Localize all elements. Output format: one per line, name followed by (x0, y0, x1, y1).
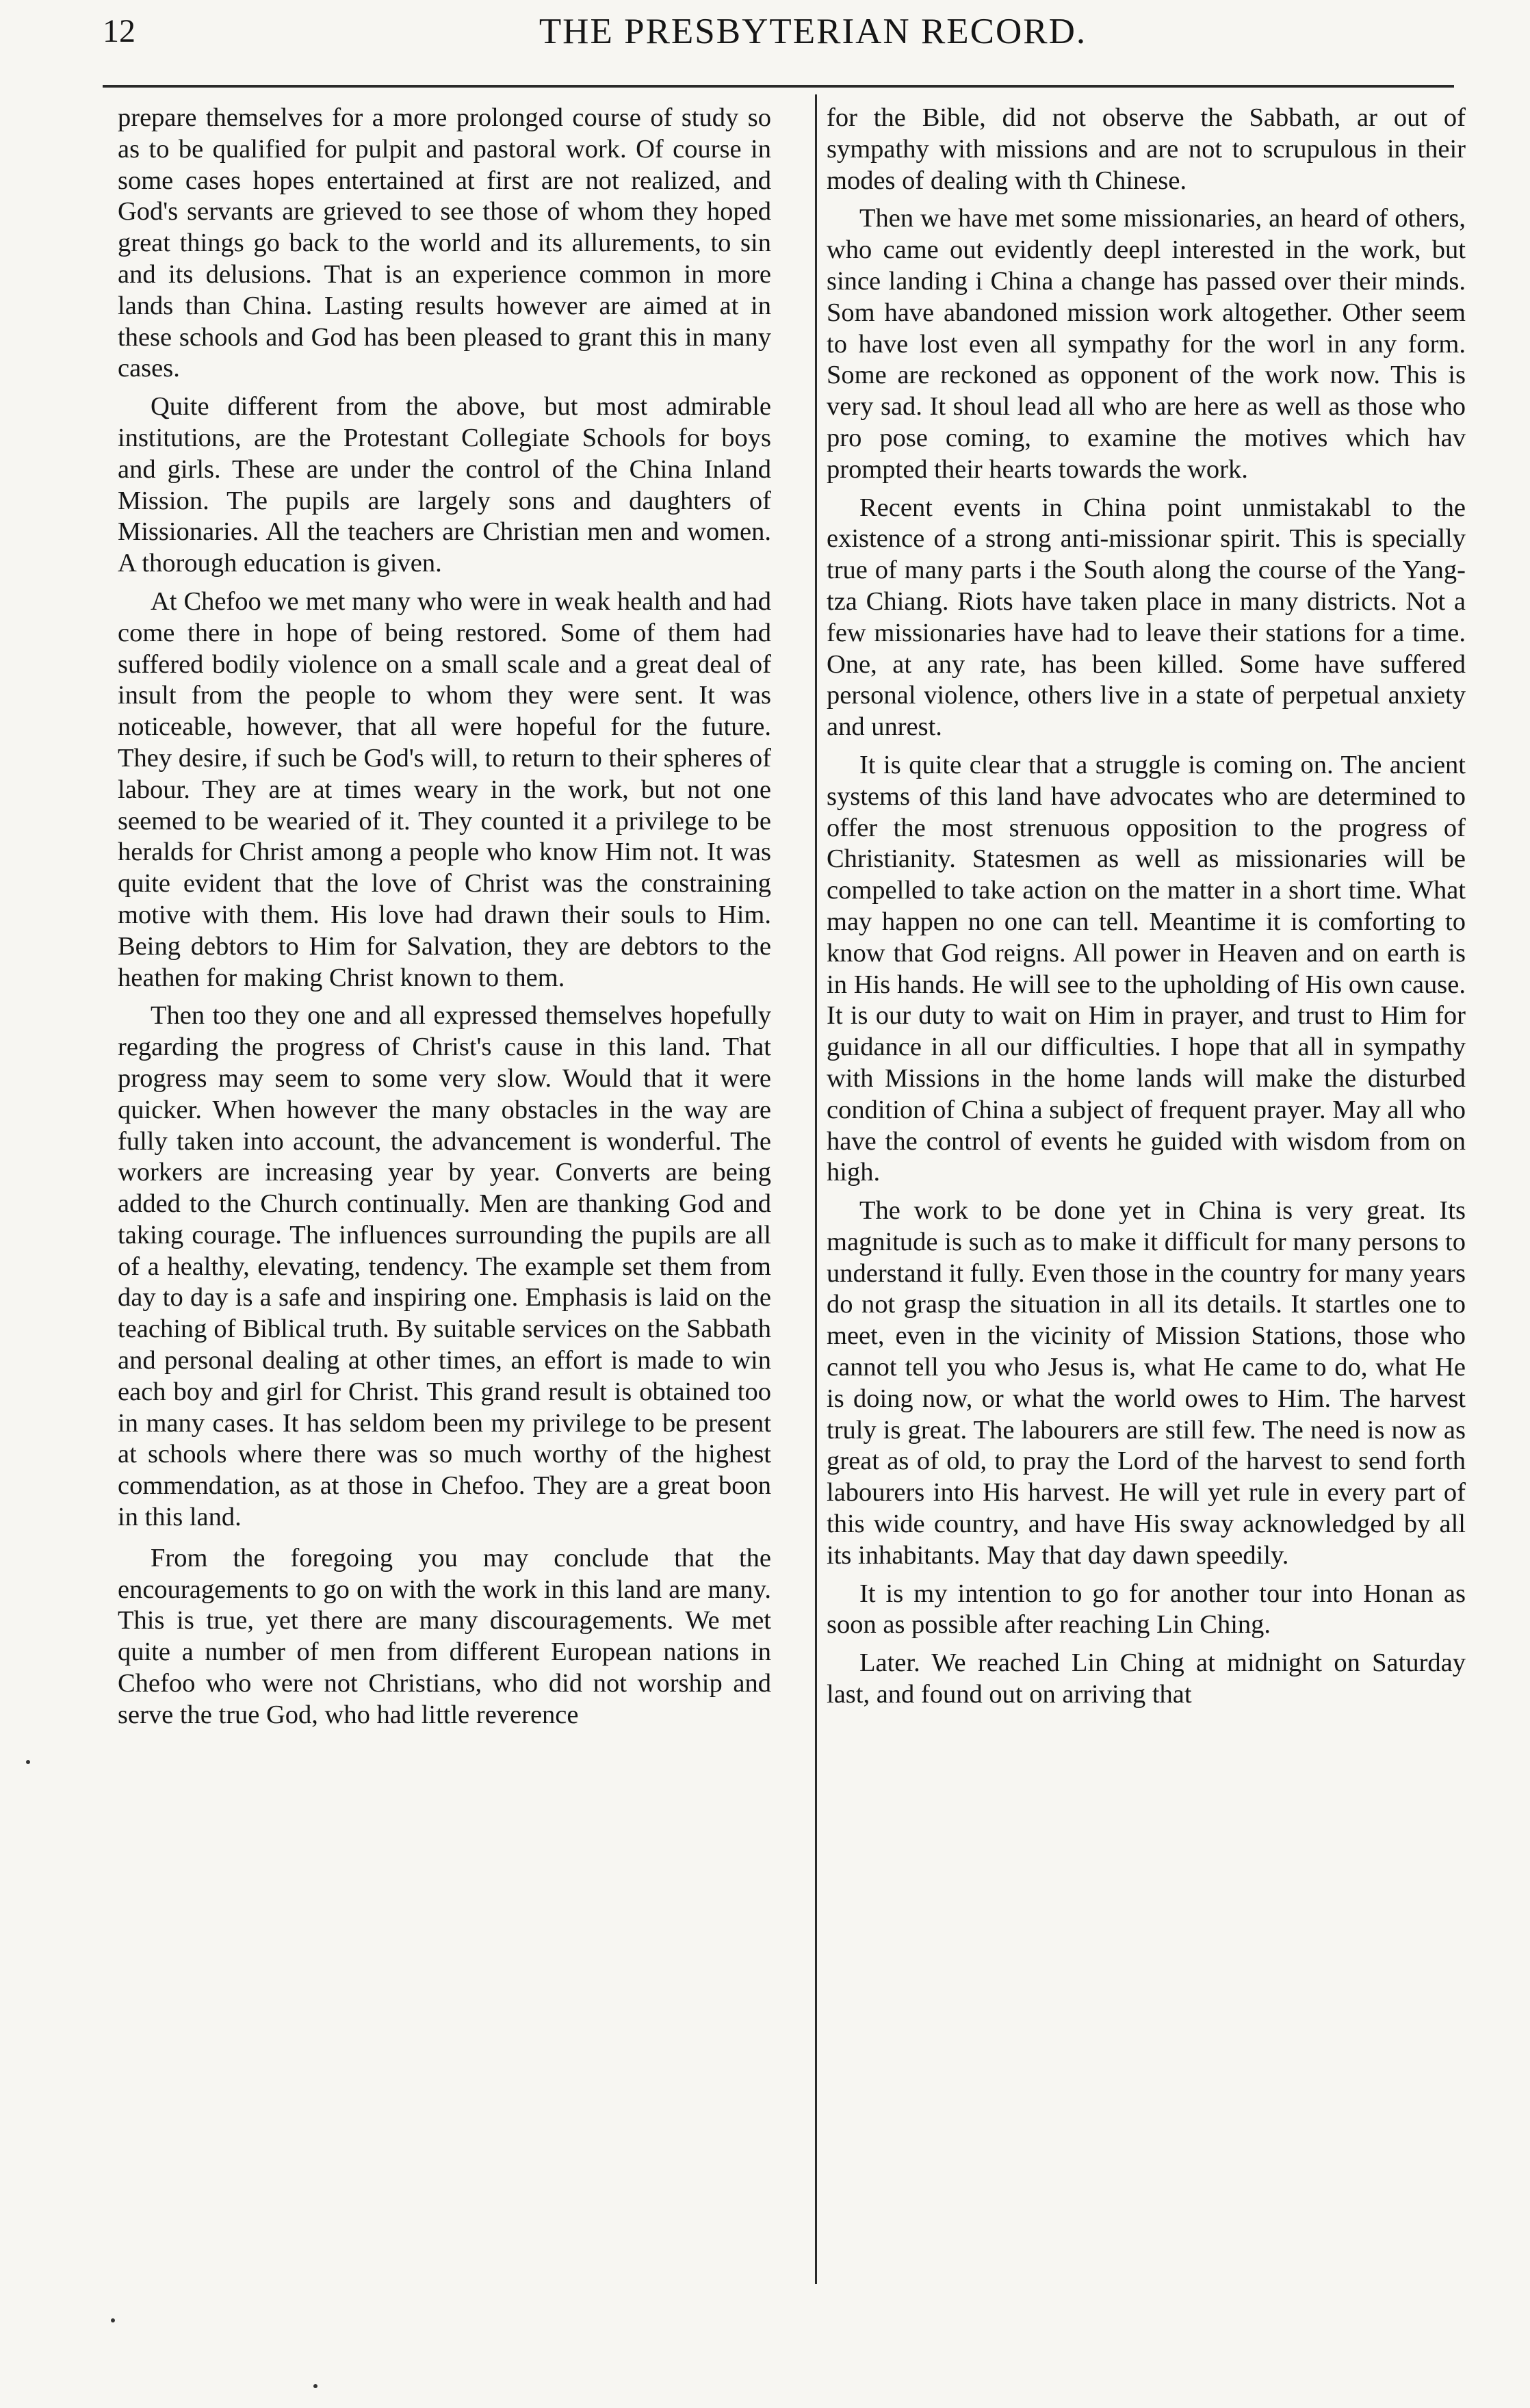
paragraph: The work to be done yet in China is very great. Its magnitude is such as to make it difficult for many persons to understand it fully. Even those in the country for many years do not grasp the situation in all its details. It startles one to meet, even in the vicinity of Mission Stations, those who cannot tell you who Jesus is, what He came to do, what He is doing now, or what the world owes to Him. The harvest truly is great. The labourers are still few. The need is now as great as of old, to pray the Lord of the harvest to send forth labourers into His harvest. He will yet rule in every part of this wide country, and have His sway acknowledged by all its inhabitants. May that day dawn speedily. (827, 1196, 1466, 1570)
paragraph: Then too they one and all expressed themselves hopefully regarding the progress of Christ's cause in this land. That progress may seem to some very slow. Would that it were quicker. When however the many obstacles in the way are fully taken into account, the advancement is wonderful. The workers are increasing year by year. Converts are being added to the Church continually. Men are thanking God and taking courage. The influences surrounding the pupils are all of a healthy, elevating, tendency. The example set them from day to day is a safe and inspiring one. Emphasis is laid on the teaching of Biblical truth. By suitable services on the Sabbath and personal dealing at other times, an effort is made to win each boy and girl for Christ. This grand result is obtained too in many cases. It has seldom been my privilege to be present at schools where there was so much worthy of the highest commendation, as at those in Chefoo. They are a great boon in this land. (118, 1001, 771, 1532)
page-number: 12 (103, 13, 135, 49)
column-divider (815, 94, 817, 2284)
paragraph: for the Bible, did not observe the Sabbath, ar out of sympathy with missions and are not to scrupulous in their modes of dealing with th Chinese. (827, 103, 1466, 195)
paragraph: Then we have met some missionaries, an heard of others, who came out evidently deepl interested in the work, but since landing i China a change has passed over their minds. Som have abandoned mission work altogether. Other seem to have lost even all sympathy for the worl in any form. Some are reckoned as opponent of the work now. This is very sad. It shoul lead all who are here as well as those who pro pose coming, to examine the motives which hav prompted their hearts towards the work. (827, 204, 1466, 484)
paragraph: Later. We reached Lin Ching at midnight on Saturday last, and found out on arriving that (827, 1648, 1466, 1709)
paragraph: Recent events in China point unmistakabl to the existence of a strong anti-missionar spirit. This is specially true of many parts i the South along the course of the Yang-tza Chiang. Riots have taken place in many districts. Not a few missionaries have had to leave their stations for a time. One, at any rate, has been killed. Some have suffered personal violence, others live in a state of perpetual anxiety and unrest. (827, 493, 1466, 742)
paragraph: prepare themselves for a more prolonged course of study so as to be qualified for pulpit and pastoral work. Of course in some cases hopes entertained at first are not realized, and God's servants are grieved to see those of whom they hoped great things go back to the world and its allurements, to sin and its delusions. That is an experience common in more lands than China. Lasting results however are aimed at in these schools and God has been pleased to grant this in many cases. (118, 103, 771, 383)
header-rule (103, 85, 1454, 88)
paragraph: From the foregoing you may conclude that the encouragements to go on with the work in this land are many. This is true, yet there are many discouragements. We met quite a number of men from different European nations in Chefoo who were not Christians, who did not worship and serve the true God, who had little reverence (118, 1543, 771, 1729)
right-column (827, 103, 1466, 1718)
running-head-title: THE PRESBYTERIAN RECORD. (539, 12, 1087, 51)
paragraph: It is my intention to go for another tour into Honan as soon as possible after reaching Lin Ching. (827, 1579, 1466, 1640)
paragraph: Quite different from the above, but most admirable institutions, are the Protestant Collegiate Schools for boys and girls. These are under the control of the China Inland Mission. The pupils are largely sons and daughters of Missionaries. All the teachers are Christian men and women. A thorough education is given. (118, 392, 771, 578)
margin-speck (26, 1760, 30, 1764)
paragraph: It is quite clear that a struggle is coming on. The ancient systems of this land have advocates who are determined to offer the most strenuous opposition to the progress of Christianity. Statesmen as well as missionaries will be compelled to take action on the matter in a short time. What may happen no one can tell. Meantime it is comforting to know that God reigns. All power in Heaven and on earth is in His hands. He will see to the upholding of His own cause. It is our duty to wait on Him in prayer, and trust to Him for guidance in all our difficulties. I hope that all in sympathy with Missions in the home lands will make the disturbed condition of China a subject of frequent prayer. May all who have the control of events he guided with wisdom from on high. (827, 750, 1466, 1187)
margin-speck (313, 2384, 317, 2388)
margin-speck (111, 2318, 115, 2322)
paragraph: At Chefoo we met many who were in weak health and had come there in hope of being restored. Some of them had suffered bodily violence on a small scale and a great deal of insult from the people to whom they were sent. It was noticeable, however, that all were hopeful for the future. They desire, if such be God's will, to return to their spheres of labour. They are at times weary in the work, but not one seemed to be wearied of it. They counted it a privilege to be heralds for Christ among a people who know Him not. It was quite evident that the love of Christ was the constraining motive with them. His love had drawn their souls to Him. Being debtors to Him for Salvation, they are debtors to the heathen for making Christ known to them. (118, 586, 771, 992)
left-column (118, 103, 771, 1738)
